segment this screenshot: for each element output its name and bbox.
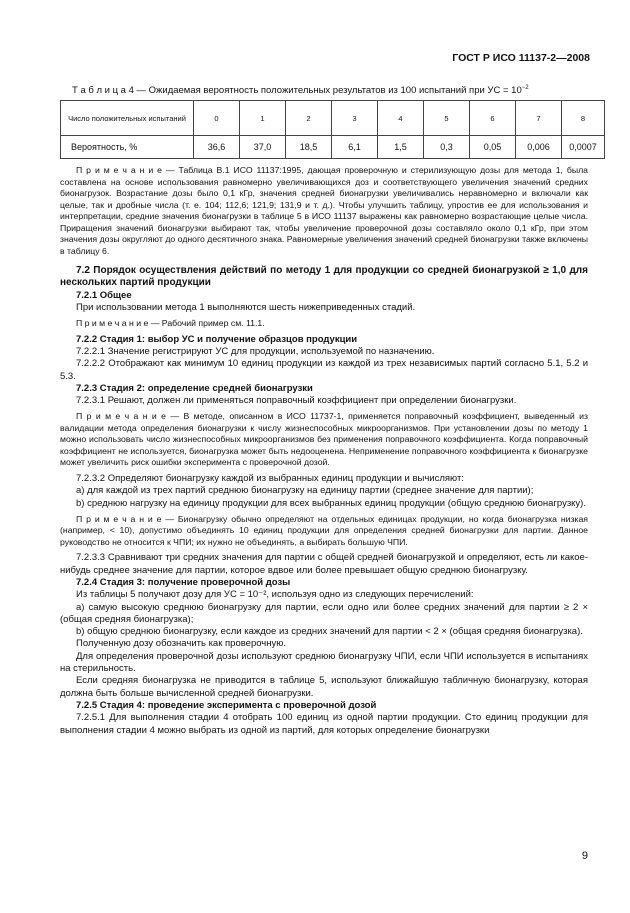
probability-table: [60, 100, 605, 159]
paragraph: 7.2.2.1 Значение регистрируют УС для продукции, используемой по назначению.: [76, 345, 435, 357]
paragraph: 7.2.3.3 Сравнивают три средних значения для партии с общей средней бионагрузкой и определяют, есть ли какое-нибудь среднее значение для партии, которое вдвое или более превышает общую среднюю бионагрузку.: [60, 552, 588, 576]
table-cell: 18,5: [286, 136, 332, 159]
table-cell: 37,0: [240, 136, 286, 159]
table-cell: 6: [470, 101, 516, 136]
table-cell: 6,1: [332, 136, 378, 159]
row-header-probability: Вероятность, %: [61, 136, 194, 159]
list-item: а) самую высокую среднюю бионагрузку для партии, если одно или более средних значений для партии ≥ 2 × (общая средняя бионагрузка);: [60, 601, 588, 625]
table-cell: 0: [194, 101, 240, 136]
row-header-count: Число положительных испытаний: [61, 101, 194, 136]
table-cell: 0,3: [424, 136, 470, 159]
table-cell: 7: [516, 101, 562, 136]
table-row: [61, 101, 605, 136]
table-caption: [72, 85, 529, 96]
list-item: b) среднюю нагрузку на единицу продукции для всех выбранных единиц продукции (общую среднюю бионагрузку).: [76, 497, 586, 509]
subsection-heading: 7.2.1 Общее: [76, 289, 132, 301]
paragraph: 7.2.5.1 Для выполнения стадии 4 отобрать 100 единиц из одной партии продукции. Сто единиц продукции для выполнения стадии 4 можно выбрать из одной из партий, для которых определение бионагрузки: [60, 712, 588, 736]
document-body: [60, 165, 588, 737]
table-cell: 0,0007: [562, 136, 605, 159]
note-paragraph: П р и м е ч а н и е — В методе, описанном в ИСО 11737-1, применяется поправочный коэффициент, выведенный из валидации метода определения бионагрузки к числу жизнеспособных микроорганизмов. При установлении дозы по методу 1 можно использовать число жизнеспособных микроорганизмов без применения поправочного коэффициента. Когда поправочный коэффициент не используется, бионагрузка может быть недооценена. Неприменение поправочного коэффициента к бионагрузке может увеличить риск ошибки эксперимента с проверочной дозой.: [60, 411, 588, 468]
table-cell: 2: [286, 101, 332, 136]
table-cell: 4: [378, 101, 424, 136]
note-paragraph: П р и м е ч а н и е — Бионагрузку обычно определяют на отдельных единицах продукции, но когда бионагрузка низкая (например, < 10), допустимо объединять 10 единиц продукции для определения средней бионагрузки для партии. Данное руководство не относится к ЧПИ; их нужно не объединять, а выбирать большую ЧПИ.: [60, 513, 588, 547]
list-item: b) общую среднюю бионагрузку, если каждое из средних значений для партии < 2 × (общая средняя бионагрузка).: [76, 626, 583, 638]
table-cell: 0,006: [516, 136, 562, 159]
table-cell: 0,05: [470, 136, 516, 159]
section-heading: 7.2 Порядок осуществления действий по методу 1 для продукции со средней бионагрузкой ≥ 1,0 для нескольких партий продукции: [60, 265, 588, 289]
subsection-heading: 7.2.5 Стадия 4: проведение эксперимента с проверочной дозой: [76, 699, 377, 711]
list-item: а) для каждой из трех партий среднюю бионагрузку на единицу партии (среднее значение для партии);: [76, 485, 534, 497]
paragraph: 7.2.2.2 Отображают как минимум 10 единиц продукции из каждой из трех независимых партий согласно 5.1, 5.2 и 5.3.: [60, 358, 588, 382]
table-cell: 8: [562, 101, 605, 136]
table-cell: 36,6: [194, 136, 240, 159]
table-caption-superscript: −2: [521, 85, 529, 91]
subsection-heading: 7.2.2 Стадия 1: выбор УС и получение образцов продукции: [76, 333, 358, 345]
note-paragraph: П р и м е ч а н и е — Рабочий пример см. 11.1.: [76, 318, 265, 329]
document-code: ГОСТ Р ИСО 11137-2—2008: [452, 52, 590, 64]
subsection-heading: 7.2.3 Стадия 2: определение средней бионагрузки: [76, 382, 313, 394]
table-cell: 1,5: [378, 136, 424, 159]
subsection-heading: 7.2.4 Стадия 3: получение проверочной дозы: [76, 576, 291, 588]
table-cell: 3: [332, 101, 378, 136]
table-cell: 1: [240, 101, 286, 136]
paragraph: Для определения проверочной дозы используют среднюю бионагрузку ЧПИ, если ЧПИ используется в испытаниях на стерильность.: [60, 650, 588, 675]
paragraph: Если средняя бионагрузка не приводится в таблице 5, используют ближайшую табличную бионагрузку, которая должна быть больше вычисленной средней бионагрузки.: [60, 675, 588, 699]
table-caption-text: Т а б л и ц а 4 — Ожидаемая вероятность положительных результатов из 100 испытаний при УС = 10: [72, 85, 522, 97]
table-cell: 5: [424, 101, 470, 136]
paragraph: 7.2.3.1 Решают, должен ли применяться поправочный коэффициент при определении бионагрузки.: [76, 395, 517, 407]
page-number: 9: [581, 850, 588, 862]
paragraph: 7.2.3.2 Определяют бионагрузку каждой из выбранных единиц продукции и вычисляют:: [76, 472, 464, 484]
paragraph: Полученную дозу обозначить как проверочную.: [76, 638, 287, 650]
paragraph: Из таблицы 5 получают дозу для УС = 10⁻², используя одно из следующих перечислений:: [76, 589, 474, 601]
table-row: [61, 136, 605, 159]
paragraph: При использовании метода 1 выполняются шесть нижеприведенных стадий.: [76, 301, 416, 313]
note-paragraph: П р и м е ч а н и е — Таблица В.1 ИСО 11137:1995, дающая проверочную и стерилизующую дозы для метода 1, была составлена на основе использования равномерно увеличивающихся доз и соответствующего увеличения значений средних бионагрузок. Возрастание дозы было 0,1 кГр, значения средней бионагрузки увеличивались неравномерно и включали как целые, так и дробные числа (т. е. 104; 112,6; 121,9; 131,9 и т. д.). Чтобы улучшить таблицу, упростив ее для использования и интерпретации, средние значения бионагрузки в таблице 5 в ИСО 11137 выражены как равномерно возрастающие целые числа. Приращения значений бионагрузки выбирают так, чтобы увеличение проверочной дозы составляло около 0,1 кГр, при этом значения дозы округляют до одного десятичного знака. Равномерные увеличения значений средней бионагрузки также включены в таблицу 6.: [60, 165, 588, 256]
